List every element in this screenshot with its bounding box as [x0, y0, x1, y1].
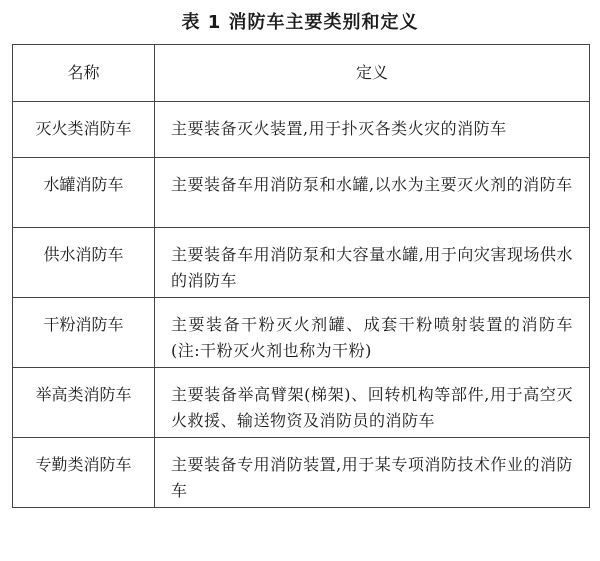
row-name: 供水消防车	[13, 228, 155, 298]
row-name: 水罐消防车	[13, 158, 155, 228]
row-definition: 主要装备车用消防泵和水罐,以水为主要灭火剂的消防车	[155, 158, 590, 228]
table-title: 表 1 消防车主要类别和定义	[181, 12, 419, 33]
row-name: 灭火类消防车	[13, 102, 155, 158]
table-row	[13, 298, 590, 368]
row-name: 专勤类消防车	[13, 438, 155, 508]
table-header-row	[13, 45, 590, 102]
row-name: 干粉消防车	[13, 298, 155, 368]
table-row	[13, 158, 590, 228]
row-name: 举高类消防车	[13, 368, 155, 438]
table-row	[13, 438, 590, 508]
row-definition: 主要装备灭火装置,用于扑灭各类火灾的消防车	[155, 102, 590, 158]
row-definition: 主要装备举高臂架(梯架)、回转机构等部件,用于高空灭火救援、输送物资及消防员的消防车	[155, 368, 590, 438]
fire-truck-category-table	[12, 44, 590, 508]
row-definition: 主要装备专用消防装置,用于某专项消防技术作业的消防车	[155, 438, 590, 508]
header-name: 名称	[13, 45, 155, 102]
row-definition: 主要装备车用消防泵和大容量水罐,用于向灾害现场供水的消防车	[155, 228, 590, 298]
table-row	[13, 228, 590, 298]
table-row	[13, 102, 590, 158]
table-row	[13, 368, 590, 438]
header-definition: 定义	[155, 45, 590, 102]
row-definition: 主要装备干粉灭火剂罐、成套干粉喷射装置的消防车(注:干粉灭火剂也称为干粉)	[155, 298, 590, 368]
